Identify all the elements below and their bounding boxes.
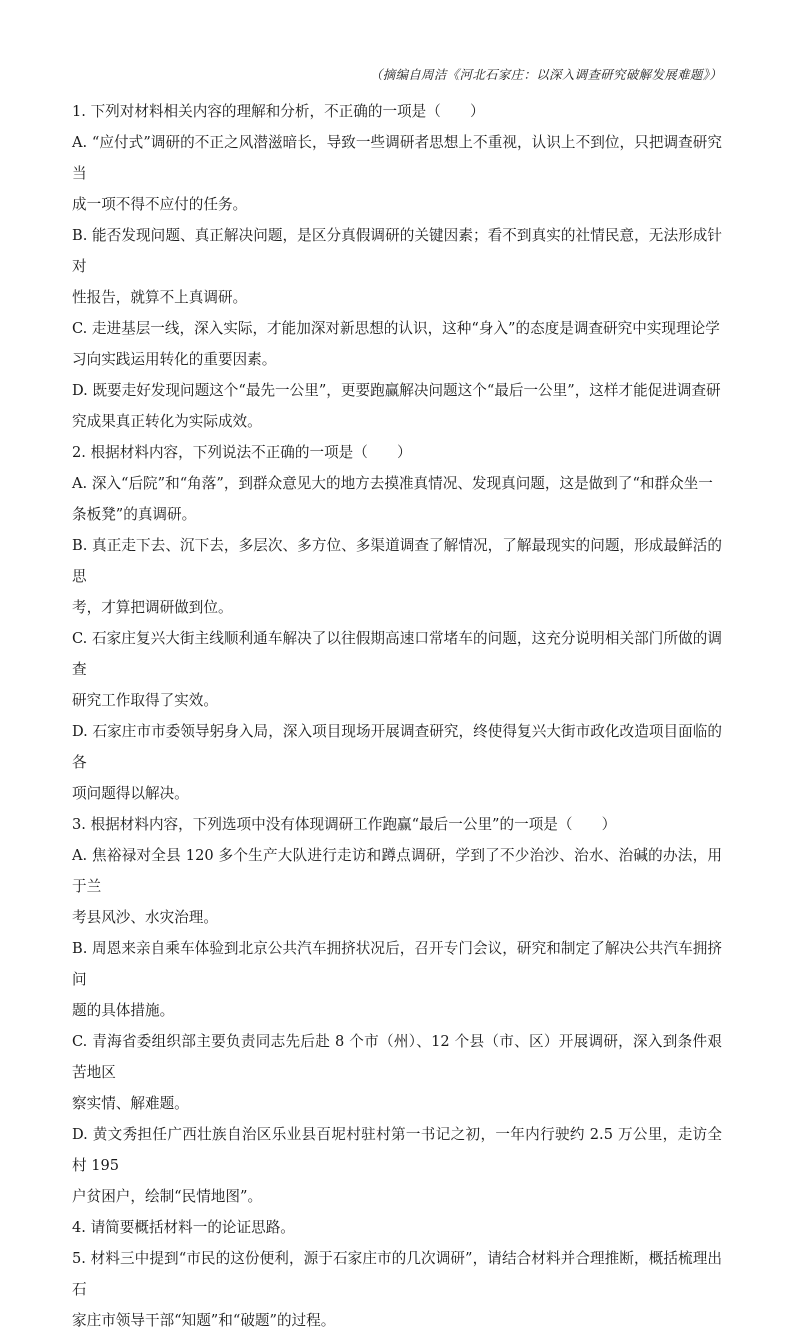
question-stem: 4. 请简要概括材料一的论证思路。 (72, 1219, 295, 1236)
option-d-line1: D. 石家庄市市委领导躬身入局，深入项目现场开展调查研究，终使得复兴大街市政化改造项目面临的各 (72, 723, 722, 771)
question-4 (72, 1212, 722, 1243)
option-a-line1: A. “应付式”调研的不正之风潜滋暗长，导致一些调研者思想上不重视，认识上不到位，只把调查研究当 (72, 134, 722, 182)
option-c-line1: C. 青海省委组织部主要负责同志先后赴 8 个市（州）、12 个县（市、区）开展调研，深入到条件艰苦地区 (72, 1033, 722, 1081)
option-c-line2: 察实情、解难题。 (72, 1095, 189, 1112)
question-stem: 2. 根据材料内容，下列说法不正确的一项是（ ） (72, 444, 412, 461)
option-a-line1: A. 焦裕禄对全县 120 多个生产大队进行走访和蹲点调研，学到了不少治沙、治水、治碱的办法，用于兰 (72, 847, 722, 895)
option-a-line2: 条板凳”的真调研。 (72, 506, 197, 523)
option-a-line1: A. 深入“后院”和“角落”，到群众意见大的地方去摸准真情况、发现真问题，这是做到了“和群众坐一 (72, 475, 713, 492)
question-3 (72, 809, 722, 1212)
option-b-line1: B. 能否发现问题、真正解决问题，是区分真假调研的关键因素；看不到真实的社情民意，无法形成针对 (72, 227, 722, 275)
option-d-line1: D. 黄文秀担任广西壮族自治区乐业县百坭村驻村第一书记之初，一年内行驶约 2.5 万公里，走访全村 195 (72, 1126, 722, 1174)
option-d-line2: 项问题得以解决。 (72, 785, 189, 802)
question-1 (72, 96, 722, 437)
source-note: （摘编自周洁《河北石家庄：以深入调查研究破解发展难题》） (369, 67, 722, 82)
option-d-line1: D. 既要走好发现问题这个“最先一公里”，更要跑赢解决问题这个“最后一公里”，这样才能促进调查研 (72, 382, 721, 399)
option-b-line2: 题的具体措施。 (72, 1002, 175, 1019)
option-d-line2: 户贫困户，绘制“民情地图”。 (72, 1188, 263, 1205)
option-c-line2: 习向实践运用转化的重要因素。 (72, 351, 277, 368)
option-a-line2: 考县风沙、水灾治理。 (72, 909, 218, 926)
option-b-line1: B. 真正走下去、沉下去，多层次、多方位、多渠道调查了解情况，了解最现实的问题，形成最鲜活的思 (72, 537, 722, 585)
question-stem: 1. 下列对材料相关内容的理解和分析，不正确的一项是（ ） (72, 103, 485, 120)
question-list (72, 96, 722, 1336)
question-stem-continued: 家庄市领导干部“知题”和“破题”的过程。 (72, 1312, 336, 1329)
option-a-line2: 成一项不得不应付的任务。 (72, 196, 248, 213)
question-2 (72, 437, 722, 809)
option-d-line2: 究成果真正转化为实际成效。 (72, 413, 262, 430)
question-5 (72, 1243, 722, 1336)
option-c-line2: 研究工作取得了实效。 (72, 692, 218, 709)
option-b-line1: B. 周恩来亲自乘车体验到北京公共汽车拥挤状况后，召开专门会议，研究和制定了解决公共汽车拥挤问 (72, 940, 722, 988)
question-stem: 3. 根据材料内容，下列选项中没有体现调研工作跑赢“最后一公里”的一项是（ ） (72, 816, 617, 833)
question-stem: 5. 材料三中提到“市民的这份便利，源于石家庄市的几次调研”，请结合材料并合理推断，概括梳理出石 (72, 1250, 722, 1298)
option-b-line2: 考，才算把调研做到位。 (72, 599, 233, 616)
option-c-line1: C. 走进基层一线，深入实际，才能加深对新思想的认识，这种“身入”的态度是调查研究中实现理论学 (72, 320, 720, 337)
option-c-line1: C. 石家庄复兴大街主线顺利通车解决了以往假期高速口常堵车的问题，这充分说明相关部门所做的调查 (72, 630, 722, 678)
option-b-line2: 性报告，就算不上真调研。 (72, 289, 248, 306)
